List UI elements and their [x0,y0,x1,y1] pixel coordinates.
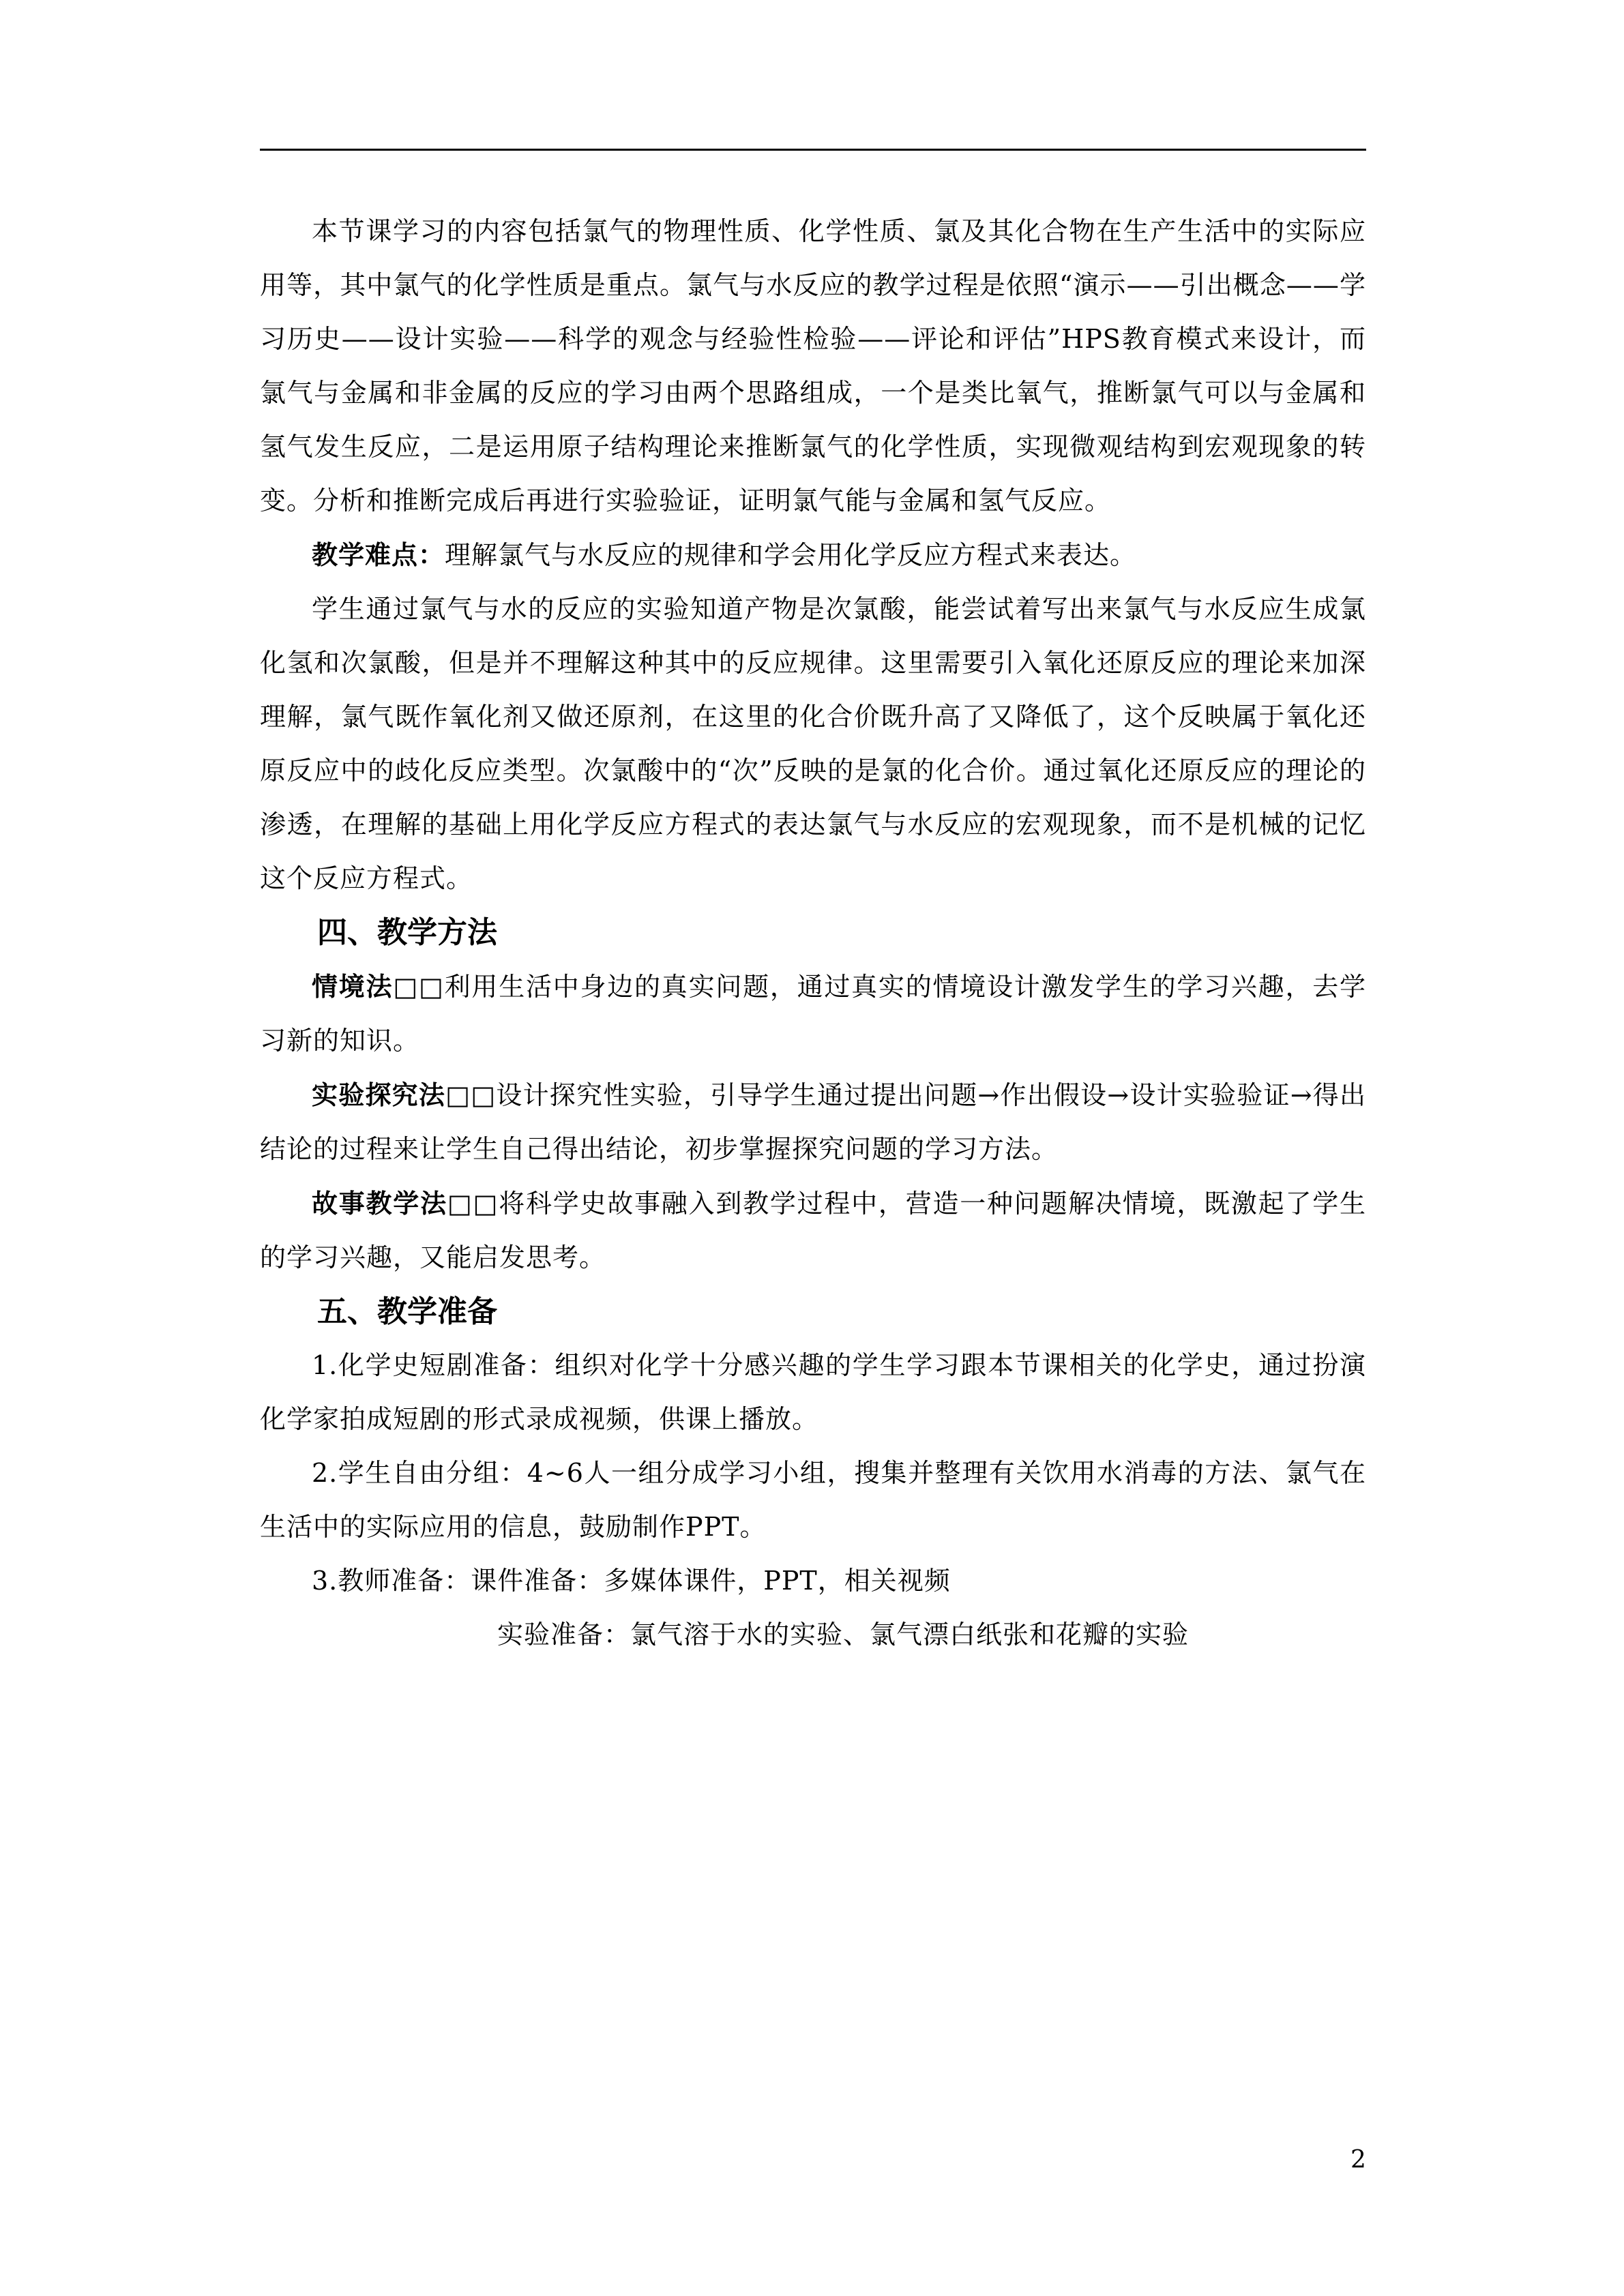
preparation-item: 2.学生自由分组：4~6人一组分成学习小组，搜集并整理有关饮用水消毒的方法、氯气在生活中的实际应用的信息，鼓励制作PPT。 [260,1458,1366,1542]
method-separator: □□ [393,972,445,1002]
preparation-item: 3.教师准备：课件准备：多媒体课件，PPT，相关视频 [312,1566,951,1596]
header-rule [260,149,1366,151]
page-body [260,205,1366,1662]
method-item [260,959,1366,1068]
section-title-methods: 四、教学方法 [317,915,497,950]
method-separator: □□ [445,1080,497,1110]
page-number: 2 [1350,2146,1366,2174]
difficulty-paragraph [260,528,1366,582]
difficulty-text: 理解氯气与水反应的规律和学会用化学反应方程式来表达。 [445,540,1137,570]
method-label: 实验探究法 [312,1079,446,1110]
difficulty-label: 教学难点： [312,539,445,570]
method-label: 故事教学法 [312,1188,447,1219]
difficulty-explanation: 学生通过氯气与水的反应的实验知道产物是次氯酸，能尝试着写出来氯气与水反应生成氯化氢和次氯酸，但是并不理解这种其中的反应规律。这里需要引入氧化还原反应的理论来加深理解，氯气既作氧化剂又做还原剂，在这里的化合价既升高了又降低了，这个反映属于氧化还原反应中的歧化反应类型。次氯酸中的“次”反映的是氯的化合价。通过氧化还原反应的理论的渗透，在理解的基础上用化学反应方程式的表达氯气与水反应的宏观现象，而不是机械的记忆这个反应方程式。 [260,594,1366,893]
preparation-item: 1.化学史短剧准备：组织对化学十分感兴趣的学生学习跟本节课相关的化学史，通过扮演化学家拍成短剧的形式录成视频，供课上播放。 [260,1350,1366,1434]
method-item [260,1176,1366,1285]
intro-paragraph: 本节课学习的内容包括氯气的物理性质、化学性质、氯及其化合物在生产生活中的实际应用等，其中氯气的化学性质是重点。氯气与水反应的教学过程是依照“演示——引出概念——学习历史——设计实验——科学的观念与经验性检验——评论和评估”HPS教育模式来设计，而氯气与金属和非金属的反应的学习由两个思路组成，一个是类比氧气，推断氯气可以与金属和氢气发生反应，二是运用原子结构理论来推断氯气的化学性质，实现微观结构到宏观现象的转变。分析和推断完成后再进行实验验证，证明氯气能与金属和氢气反应。 [260,216,1366,516]
method-label: 情境法 [312,971,394,1002]
method-text: 将科学史故事融入到教学过程中，营造一种问题解决情境，既激起了学生的学习兴趣，又能启发思考。 [260,1189,1366,1272]
method-separator: □□ [447,1189,499,1219]
preparation-subitem: 实验准备：氯气溶于水的实验、氯气漂白纸张和花瓣的实验 [497,1620,1190,1650]
method-item [260,1068,1366,1176]
section-title-preparation: 五、教学准备 [317,1294,497,1329]
method-text: 利用生活中身边的真实问题，通过真实的情境设计激发学生的学习兴趣，去学习新的知识。 [260,972,1366,1056]
method-text: 设计探究性实验，引导学生通过提出问题→作出假设→设计实验验证→得出结论的过程来让学生自己得出结论，初步掌握探究问题的学习方法。 [260,1080,1366,1164]
